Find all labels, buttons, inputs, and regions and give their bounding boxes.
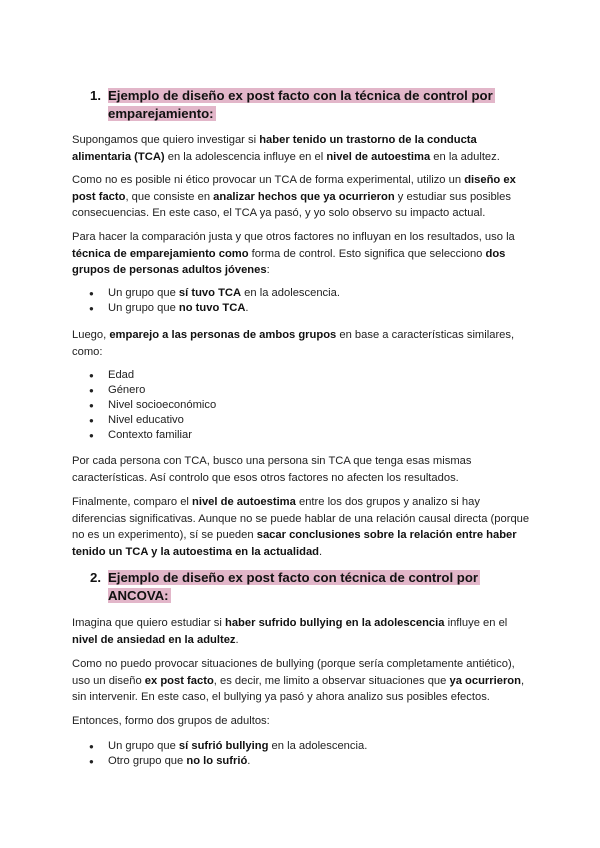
list-item: ● Edad	[72, 368, 532, 383]
section-1-paragraph-5: Por cada persona con TCA, busco una persona sin TCA que tenga esas mismas características. Así controlo que esos otros factores no afecten los resultados.	[72, 455, 472, 484]
section-1-heading	[90, 86, 510, 124]
list-item: ● Nivel socioeconómico	[72, 398, 532, 413]
section-1-paragraph-3: Para hacer la comparación justa y que otros factores no influyan en los resultados, uso la técnica de emparejamiento como forma de control. Esto significa que selecciono dos grupos de personas adultos jóvenes:	[72, 231, 515, 276]
list-item: ● Un grupo que no tuvo TCA.	[72, 301, 532, 316]
section-2-title-line1: Ejemplo de diseño ex post facto con técnica de control por	[108, 570, 479, 585]
list-item: ● Nivel educativo	[72, 413, 532, 428]
section-1-paragraph-6: Finalmente, comparo el nivel de autoestima entre los dos grupos y analizo si hay diferencias significativas. Aunque no se puede hablar de una relación causal directa (porque no es un experimento), sí se pueden sacar conclusiones sobre la relación entre haber tenido un TCA y la autoestima en la actualidad.	[72, 496, 530, 558]
section-1-paragraph-4: Luego, emparejo a las personas de ambos grupos en base a características similares, como:	[72, 329, 515, 358]
section-2-paragraph-1: Imagina que quiero estudiar si haber sufrido bullying en la adolescencia influye en el nivel de ansiedad en la adultez.	[72, 617, 508, 646]
section-2-heading	[90, 568, 510, 606]
section-1-title-line1: Ejemplo de diseño ex post facto con la técnica de control por	[108, 88, 493, 103]
characteristics-list	[72, 368, 532, 443]
list-item: ● Género	[72, 383, 532, 398]
list-item: ● Un grupo que sí tuvo TCA en la adolescencia.	[72, 286, 532, 301]
list-item: ● Un grupo que sí sufrió bullying en la adolescencia.	[72, 739, 532, 754]
section-2-paragraph-3: Entonces, formo dos grupos de adultos:	[72, 715, 270, 727]
section-1-paragraph-2: Como no es posible ni ético provocar un TCA de forma experimental, utilizo un diseño ex post facto, que consiste en analizar hechos que ya ocurrieron y estudiar sus posibles consecuencias. En este caso, el TCA ya pasó, y yo solo observo su impacto actual.	[72, 174, 516, 219]
section-1-number: 1.	[90, 88, 101, 103]
list-item: ● Otro grupo que no lo sufrió.	[72, 754, 532, 769]
section-2-number: 2.	[90, 570, 101, 585]
section-2-paragraph-2: Como no puedo provocar situaciones de bullying (porque sería completamente antiético), uso un diseño ex post facto, es decir, me limito a observar situaciones que ya ocurrieron, sin intervenir. En este caso, el bullying ya pasó y ahora analizo sus posibles efectos.	[72, 658, 525, 703]
section-2-groups-list	[72, 739, 532, 769]
section-2-title-line2: ANCOVA:	[108, 588, 169, 603]
list-item: ● Contexto familiar	[72, 428, 532, 443]
section-1-title-line2: emparejamiento:	[108, 106, 214, 121]
section-1-paragraph-1: Supongamos que quiero investigar si haber tenido un trastorno de la conducta alimentaria (TCA) en la adolescencia influye en el nivel de autoestima en la adultez.	[72, 134, 500, 163]
section-1-groups-list	[72, 286, 532, 316]
